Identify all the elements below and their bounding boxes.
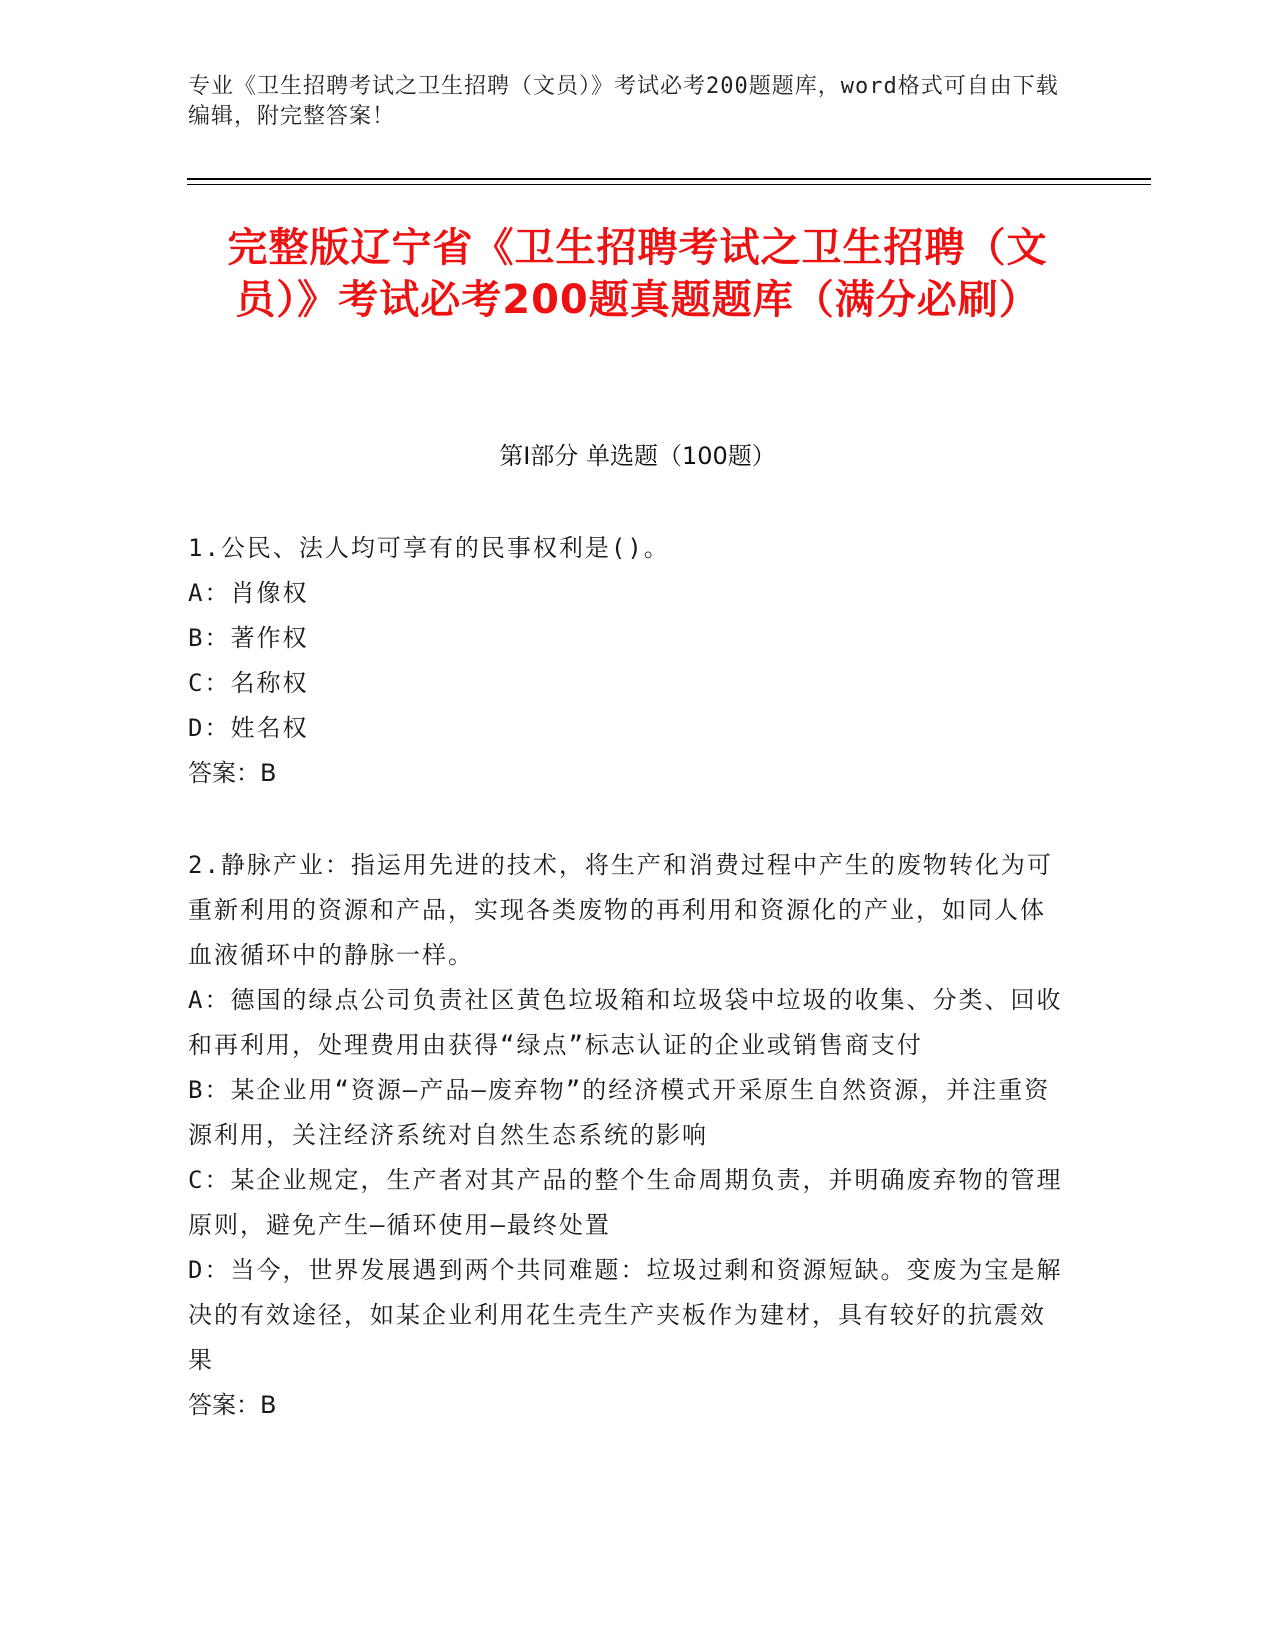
option-d: D：姓名权 [188,714,309,742]
question-stem: 2.静脉产业：指运用先进的技术，将生产和消费过程中产生的废物转化为可重新利用的资源和产品，实现各类废物的再利用和资源化的产业，如同人体血液循环中的静脉一样。 [188,851,1053,969]
question-1 [188,526,1068,796]
question-stem: 1.公民、法人均可享有的民事权利是()。 [188,534,670,562]
document-title: 完整版辽宁省《卫生招聘考试之卫生招聘（文员）》考试必考200题真题题库（满分必刷） [227,225,1048,323]
header-divider-thin [187,184,1151,185]
answer: 答案：B [188,759,277,787]
question-2 [188,843,1068,1428]
option-d: D：当今，世界发展遇到两个共同难题：垃圾过剩和资源短缺。变废为宝是解决的有效途径，如某企业利用花生壳生产夹板作为建材，具有较好的抗震效果 [188,1256,1063,1374]
section-title: 第Ⅰ部分 单选题（100题） [499,442,776,470]
option-a: A：德国的绿点公司负责社区黄色垃圾箱和垃圾袋中垃圾的收集、分类、回收和再利用，处理费用由获得“绿点”标志认证的企业或销售商支付 [188,986,1063,1059]
answer: 答案：B [188,1391,277,1419]
option-b: B：某企业用“资源—产品—废弃物”的经济模式开采原生自然资源，并注重资源利用，关注经济系统对自然生态系统的影响 [188,1076,1051,1149]
header-note: 专业《卫生招聘考试之卫生招聘（文员）》考试必考200题题库，word格式可自由下载编辑，附完整答案！ [188,74,1059,129]
option-c: C：某企业规定，生产者对其产品的整个生命周期负责，并明确废弃物的管理原则，避免产生—循环使用—最终处置 [188,1166,1063,1239]
option-c: C：名称权 [188,669,309,697]
header-divider-thick [187,178,1151,180]
option-b: B：著作权 [188,624,309,652]
option-a: A：肖像权 [188,579,309,607]
